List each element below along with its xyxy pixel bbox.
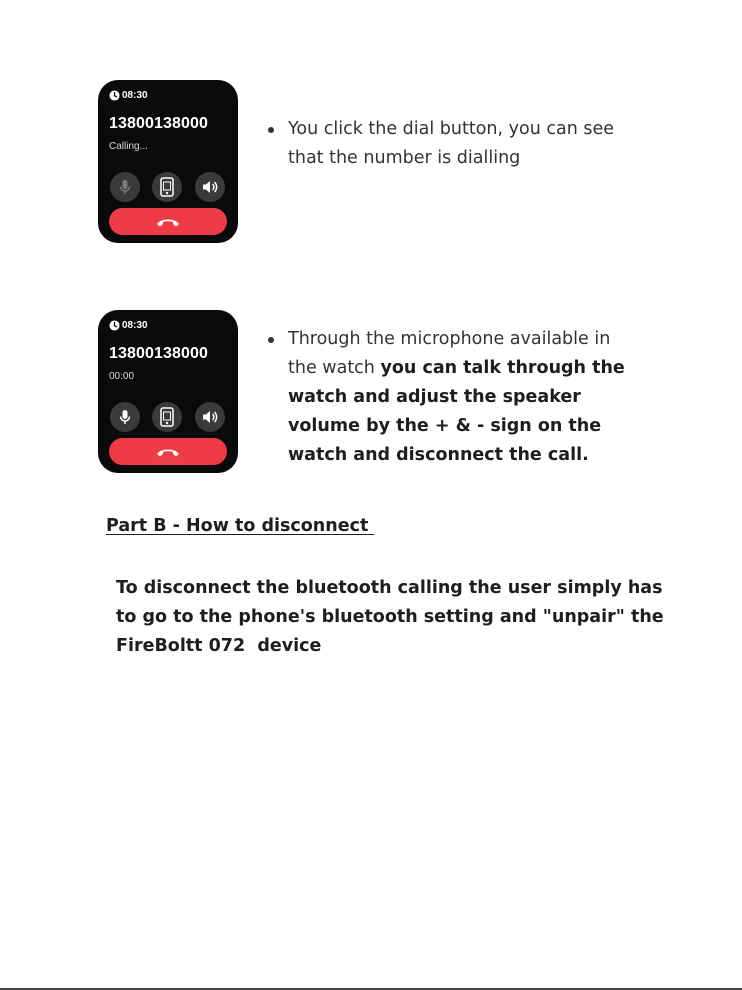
bullet-dot xyxy=(268,127,274,133)
switch-to-phone-button[interactable] xyxy=(152,402,182,432)
part-b-instructions: To disconnect the bluetooth calling the user simply has to go to the phone's bluetooth setting and "unpair" the FireBoltt 072 device xyxy=(116,578,664,656)
part-b-heading: Part B - How to disconnect xyxy=(106,516,375,536)
bullet-talking xyxy=(268,325,638,470)
watch-time-row xyxy=(109,88,148,102)
bullet-text-plain: Through the microphone available in the watch xyxy=(288,329,611,378)
clock-icon xyxy=(109,90,120,101)
speaker-icon xyxy=(201,179,219,195)
call-duration: 00:00 xyxy=(109,371,135,382)
end-call-button[interactable] xyxy=(109,208,227,235)
bullet-text-bold: you can talk through the watch and adjust the speaker volume by the + & - sign on the watch and disconnect the call. xyxy=(288,358,625,465)
dialed-number: 13800138000 xyxy=(109,345,208,362)
bullet-dialing xyxy=(268,115,638,173)
call-status: Calling... xyxy=(109,141,148,152)
mic-button[interactable] xyxy=(110,172,140,202)
dialed-number: 13800138000 xyxy=(109,115,208,132)
speaker-button[interactable] xyxy=(195,402,225,432)
speaker-button[interactable] xyxy=(195,172,225,202)
hang-up-icon xyxy=(155,446,181,458)
microphone-icon xyxy=(118,179,132,195)
speaker-icon xyxy=(201,409,219,425)
end-call-button[interactable] xyxy=(109,438,227,465)
bullet-text: You click the dial button, you can see that the number is dialling xyxy=(288,119,615,168)
watch-time: 08:30 xyxy=(122,319,148,331)
switch-to-phone-button[interactable] xyxy=(152,172,182,202)
phone-device-icon xyxy=(160,177,174,197)
watch-screen-calling xyxy=(98,80,238,243)
phone-device-icon xyxy=(160,407,174,427)
mic-button[interactable] xyxy=(110,402,140,432)
microphone-icon xyxy=(118,409,132,425)
bullet-dot xyxy=(268,337,274,343)
clock-icon xyxy=(109,320,120,331)
watch-time: 08:30 xyxy=(122,89,148,101)
watch-screen-in-call xyxy=(98,310,238,473)
bullet-text xyxy=(288,325,638,470)
watch-time-row xyxy=(109,318,148,332)
hang-up-icon xyxy=(155,216,181,228)
